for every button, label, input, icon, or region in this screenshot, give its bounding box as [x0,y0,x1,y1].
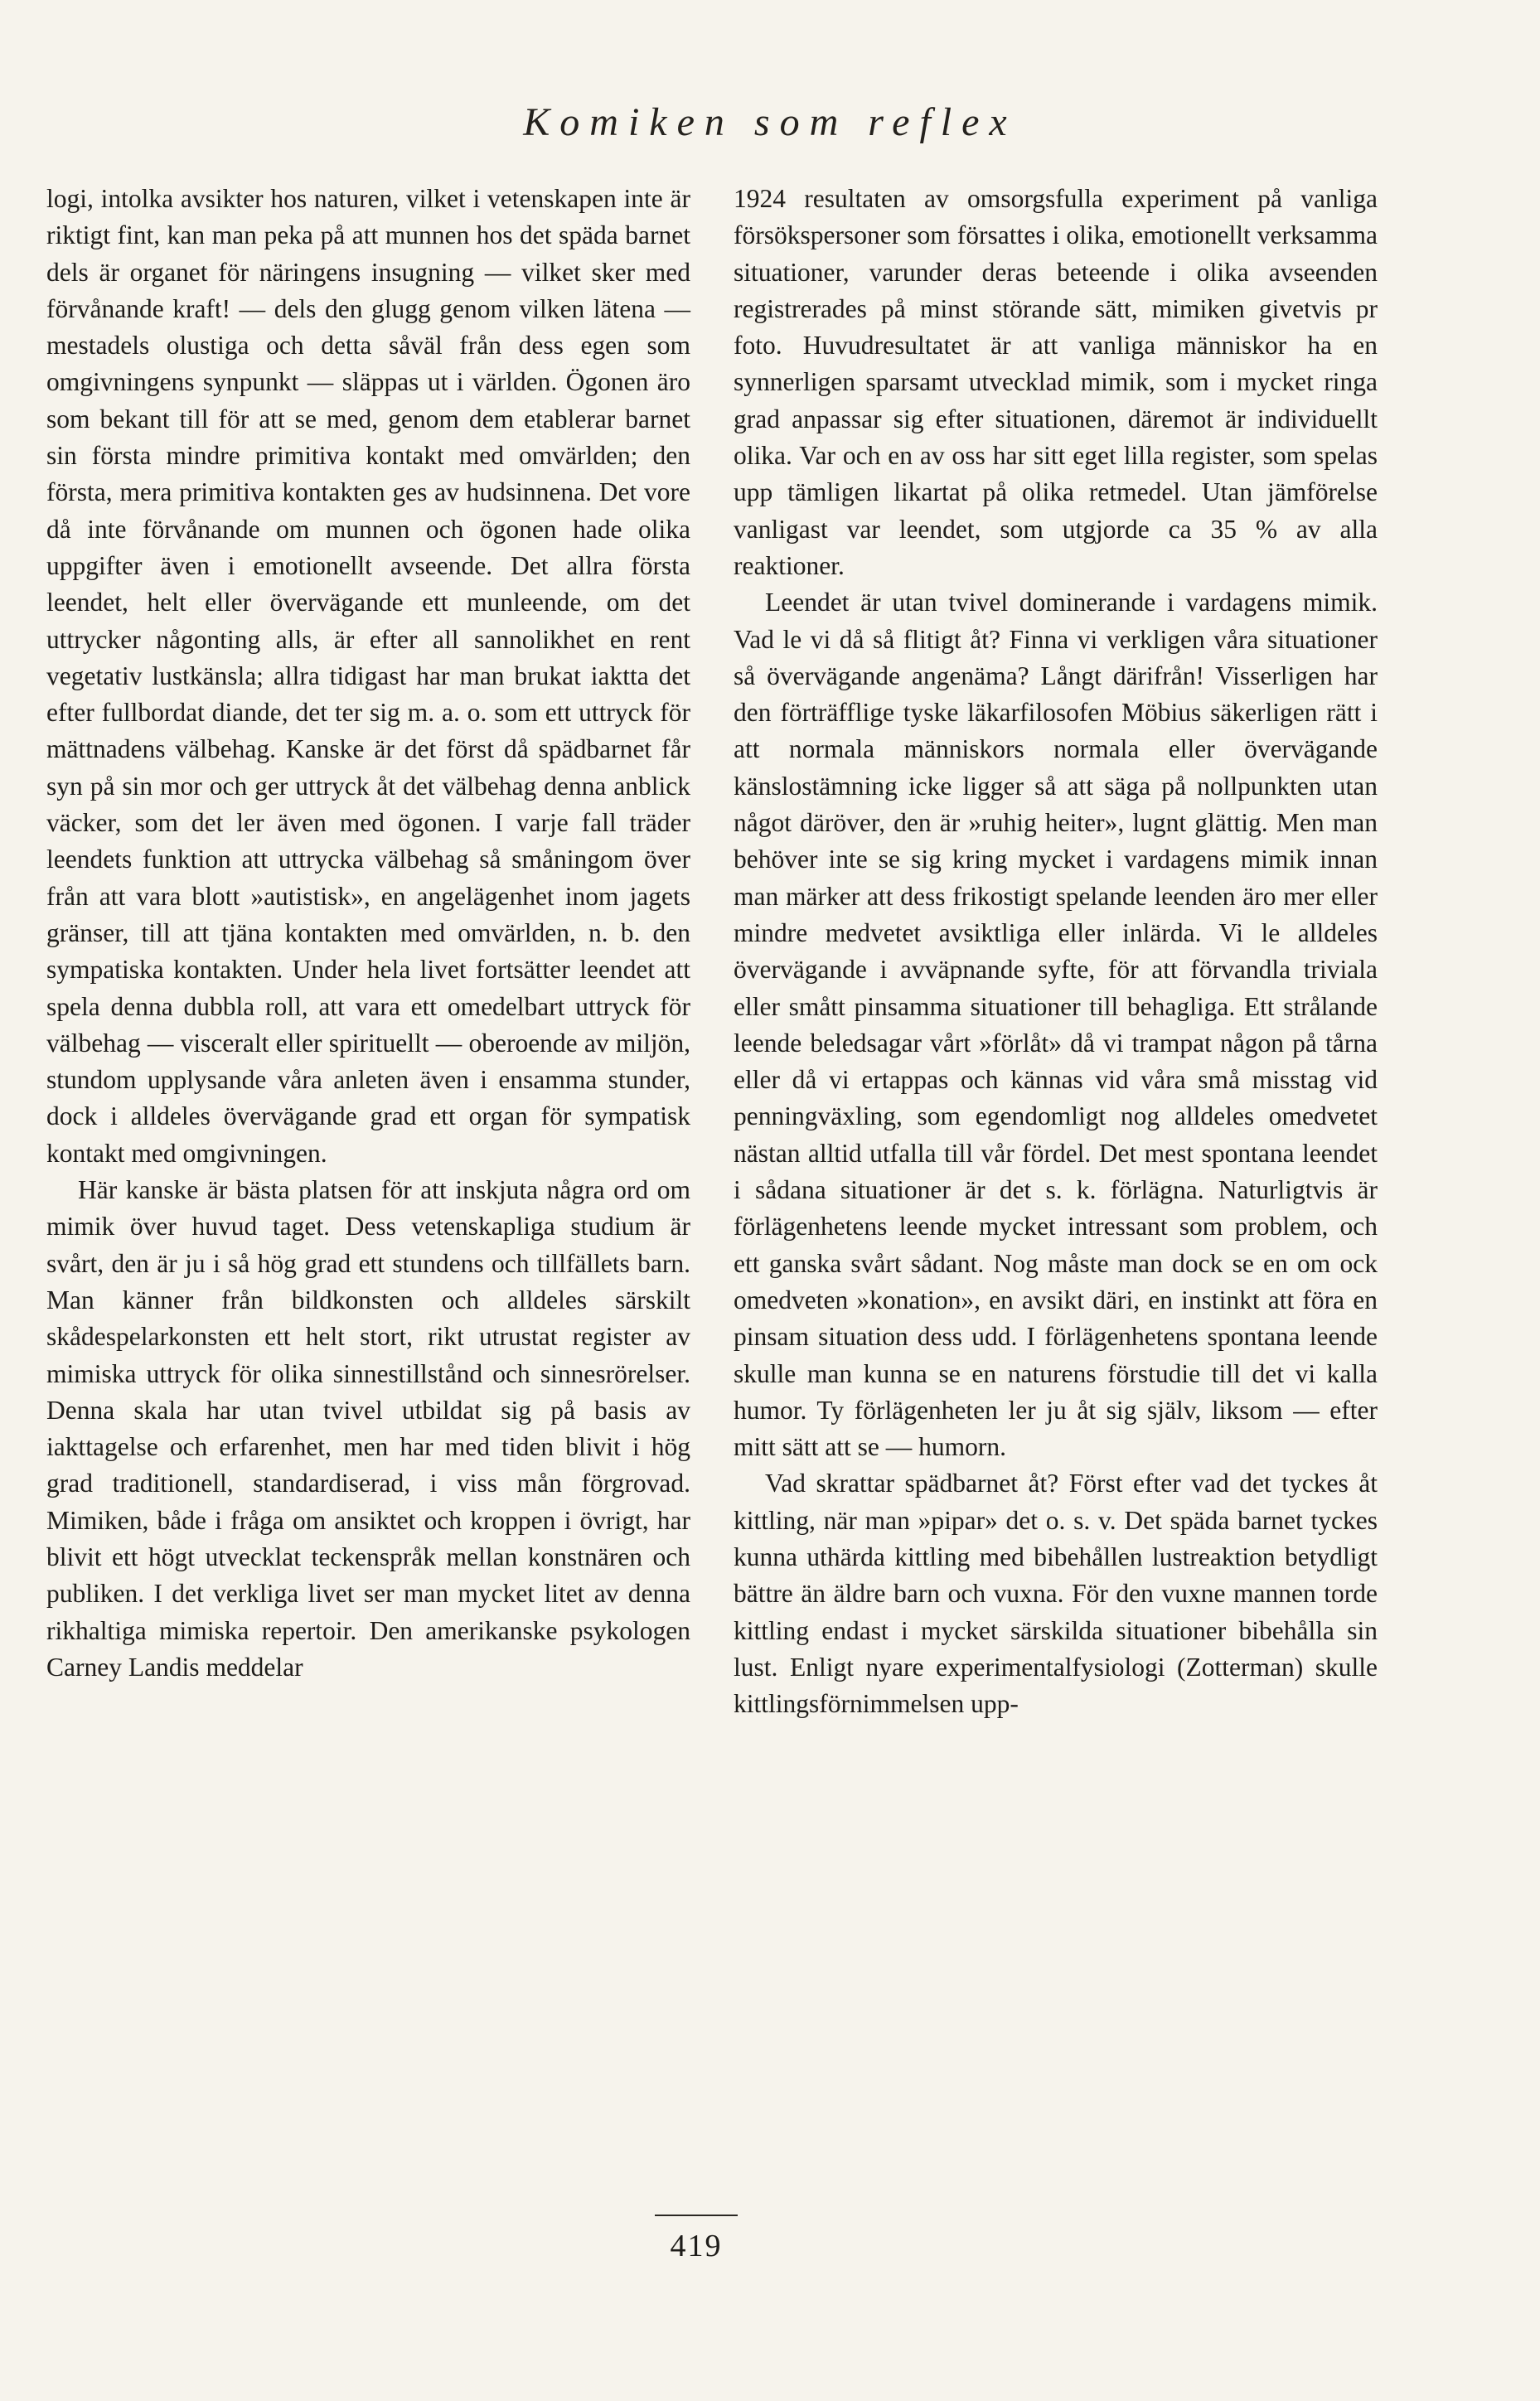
left-column [46,181,690,1686]
paragraph: 1924 resultaten av omsorgsfulla experiment på vanliga försökspersoner som försattes i olika, emotionellt verksamma situationer, varunder deras beteende i olika avseenden registrerades på minst störande sätt, mimiken givetvis pr foto. Huvudresultatet är att vanliga människor ha en synnerligen sparsamt utvecklad mimik, som i mycket ringa grad anpassar sig efter situationen, däremot är individuellt olika. Var och en av oss har sitt eget lilla register, som spelas upp tämligen likartat på olika retmedel. Utan jämförelse vanligast var leendet, som utgjorde ca 35 % av alla reaktioner. [734,184,1378,580]
folio-rule [655,2215,738,2216]
paragraph: Leendet är utan tvivel dominerande i vardagens mimik. Vad le vi då så flitigt åt? Finna vi verkligen våra situationer så övervägande angenäma? Långt därifrån! Visserligen har den förträfflige tyske läkarfilosofen Möbius säkerligen rätt i att normala människors normala eller övervägande känslostämning icke ligger så att säga på nollpunkten utan något däröver, den är »ruhig heiter», lugnt glättig. Men man behöver inte se sig kring mycket i vardagens mimik innan man märker att dess frikostigt spelande leenden äro mer eller mindre medvetet avsiktliga eller inlärda. Vi le alldeles övervägande i avväpnande syfte, för att förvandla triviala eller smått pinsamma situationer till behagliga. Ett strålande leende beledsagar vårt »förlåt» då vi trampat någon på tårna eller då vi ertappas och kännas vid våra små misstag vid penningväxling, som egendomligt nog alldeles omedvetet nästan alltid utfalla till vår fördel. Det mest spontana leendet i sådana situationer är det s. k. förlägna. Naturligtvis är förlägenhetens leende mycket intressant som problem, och ett ganska svårt sådant. Nog måste man dock se en om ock omedveten »konation», en avsikt däri, en instinkt att föra en pinsam situation dess udd. I förlägenhetens spontana leende skulle man kunna se en naturens förstudie till det vi kalla humor. Ty förlägenheten ler ju åt sig själv, liksom — efter mitt sätt att se — humorn. [734,588,1378,1462]
right-column [734,181,1378,1722]
paragraph: Vad skrattar spädbarnet åt? Först efter vad det tyckes åt kittling, när man »pipar» det o. s. v. Det späda barnet tyckes kunna uthärda kittling med bibehållen lustreaktion betydligt bättre än äldre barn och vuxna. För den vuxne mannen torde kittling endast i mycket särskilda situationer bibehålla sin lust. Enligt nyare experimentalfysiologi (Zotterman) skulle kittlingsförnimmelsen upp- [734,1469,1378,1719]
paragraph: Här kanske är bästa platsen för att inskjuta några ord om mimik över huvud taget. Dess vetenskapliga studium är svårt, den är ju i så hög grad ett stundens och tillfällets barn. Man känner från bildkonsten och alldeles särskilt skådespelarkonsten ett helt stort, rikt utrustat register av mimiska uttryck för olika sinnestillstånd och sinnesrörelser. Denna skala har utan tvivel utbildat sig på basis av iakttagelse och erfarenhet, men har med tiden blivit i hög grad traditionell, standardiserad, i viss mån förgrovad. Mimiken, både i fråga om ansiktet och kroppen i övrigt, har blivit ett högt utvecklat teckenspråk mellan konstnären och publiken. I det verkliga livet ser man mycket litet av denna rikhaltiga mimiska repertoir. Den amerikanske psykologen Carney Landis meddelar [46,1175,690,1682]
paragraph: logi, intolka avsikter hos naturen, vilket i vetenskapen inte är riktigt fint, kan man peka på att munnen hos det späda barnet dels är organet för näringens insugning — vilket sker med förvånande kraft! — dels den glugg genom vilken lätena — mestadels olustiga och detta såväl från dess egen som omgivningens synpunkt — släppas ut i världen. Ögonen äro som bekant till för att se med, genom dem etablerar barnet sin första mindre primitiva kontakt med omvärlden; den första, mera primitiva kontakten ges av hudsinnena. Det vore då inte förvånande om munnen och ögonen hade olika uppgifter även i emotionellt avseende. Det allra första leendet, helt eller övervägande ett munleende, om det uttrycker någonting alls, är efter all sannolikhet en rent vegetativ lustkänsla; allra tidigast har man brukat iaktta det efter fullbordat diande, det ter sig m. a. o. som ett uttryck för mättnadens välbehag. Kanske är det först då spädbarnet får syn på sin mor och ger uttryck åt det välbehag denna anblick väcker, som det ler även med ögonen. I varje fall träder leendets funktion att uttrycka välbehag så småningom över från att vara blott »autistisk», en angelägenhet inom jagets gränser, till att tjäna kontakten med omvärlden, n. b. den sympatiska kontakten. Under hela livet fortsätter leendet att spela denna dubbla roll, att vara ett omedelbart uttryck för välbehag — visceralt eller spirituellt — oberoende av miljön, stundom upplysande våra anleten även i ensamma stunder, dock i alldeles övervägande grad ett organ för sympatisk kontakt med omgivningen. [46,184,690,1168]
running-head: Komiken som reflex [523,100,1017,144]
page-number: 419 [670,2229,723,2263]
